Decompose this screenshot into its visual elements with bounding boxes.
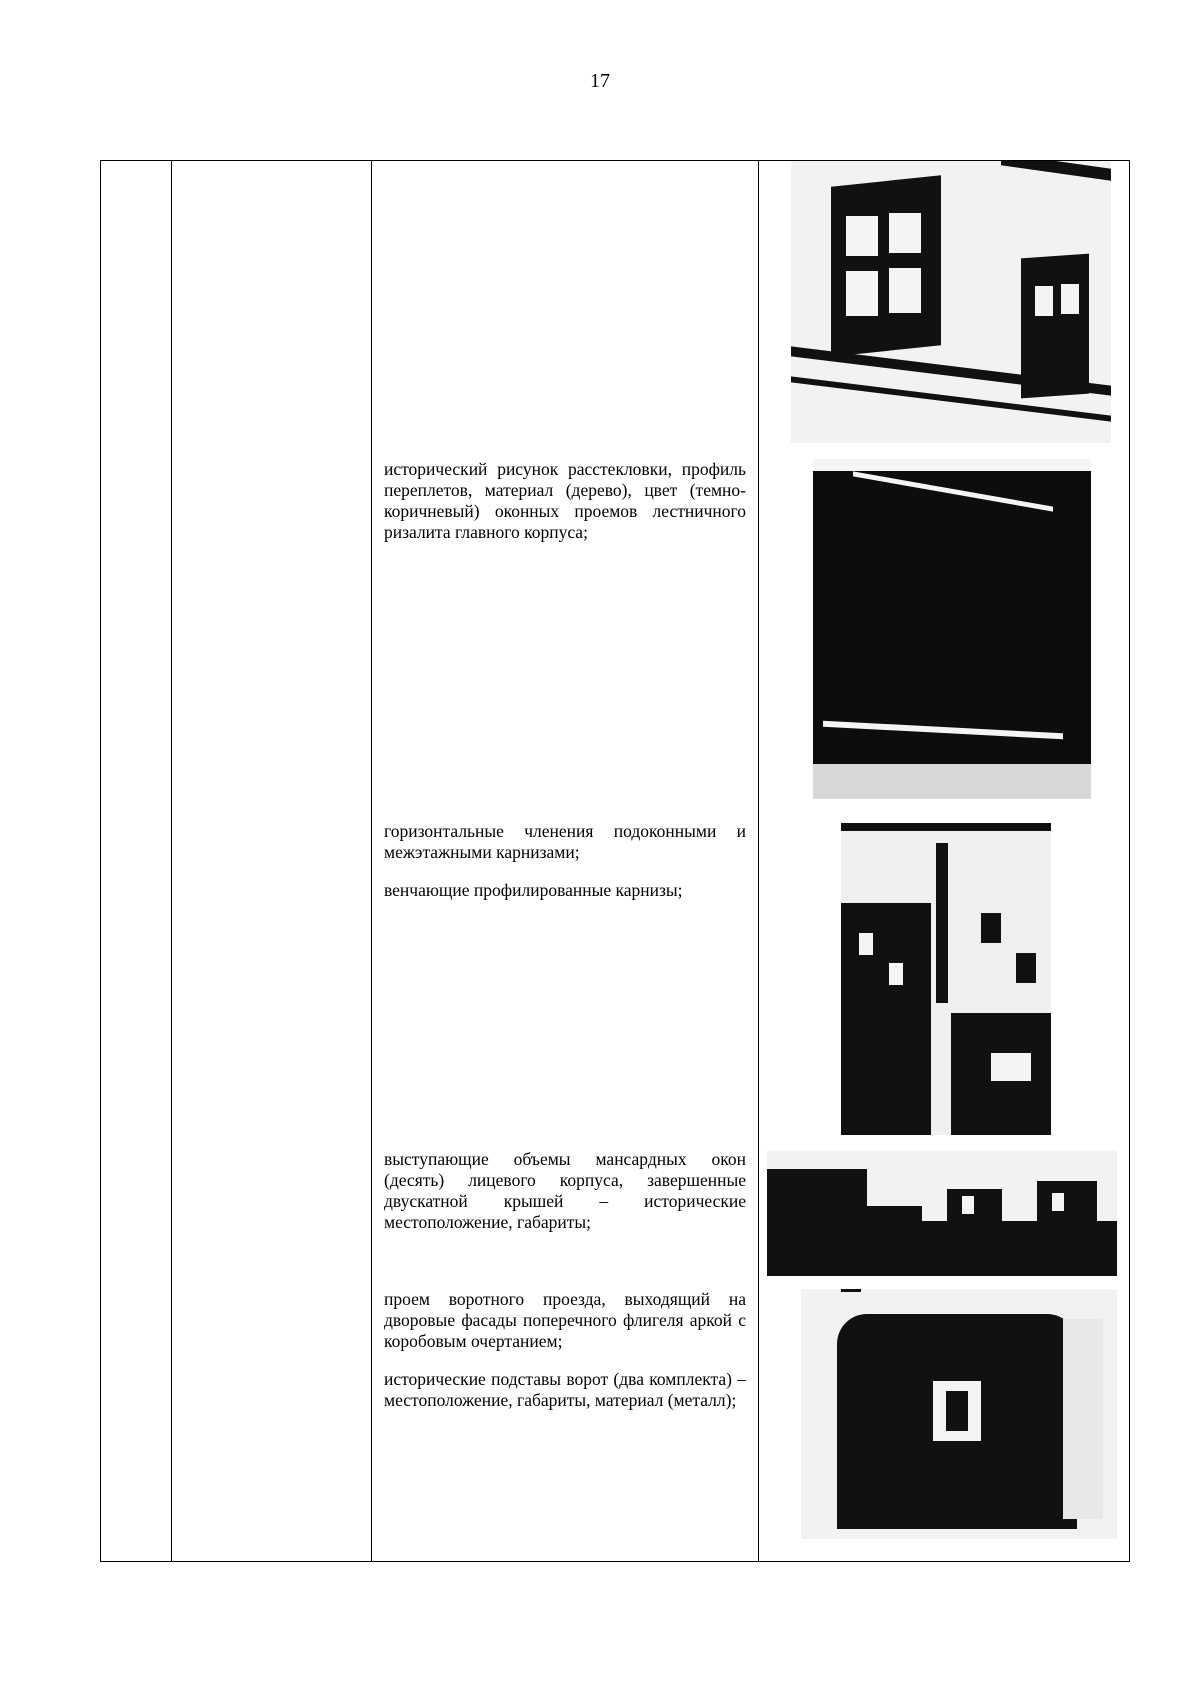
photo-courtyard-facades [841,823,1051,1135]
description-paragraph: горизонтальные членения подоконными и межэтажными карнизами; [384,821,746,862]
photo-dormer-windows [767,1151,1117,1276]
column-divider-2 [371,161,372,1561]
description-paragraph: выступающие объемы мансардных окон (десять) лицевого корпуса, завершенные двускатной крышей – исторические местоположение, габариты; [384,1149,746,1232]
photo-facade-windows [791,161,1111,443]
description-gate-block [384,1289,746,1428]
description-paragraph: исторический рисунок расстекловки, профиль переплетов, материал (дерево), цвет (темно-коричневый) оконных проемов лестничного ризалита главного корпуса; [384,459,746,542]
description-paragraph: исторические подставы ворот (два комплекта) – местоположение, габариты, материал (металл); [384,1369,746,1410]
description-dormers-block [384,1149,746,1250]
page-number: 17 [590,70,610,92]
photo-staircase-window [813,459,1091,799]
photo-gate-arch [801,1289,1117,1539]
object-table [100,160,1130,1562]
description-paragraph: венчающие профилированные карнизы; [384,880,683,900]
description-windows-block [384,459,746,560]
description-cornices-block [384,821,746,918]
column-divider-1 [171,161,172,1561]
description-paragraph: проем воротного проезда, выходящий на дворовые фасады поперечного флигеля аркой с коробовым очертанием; [384,1289,746,1351]
column-divider-3 [758,161,759,1561]
